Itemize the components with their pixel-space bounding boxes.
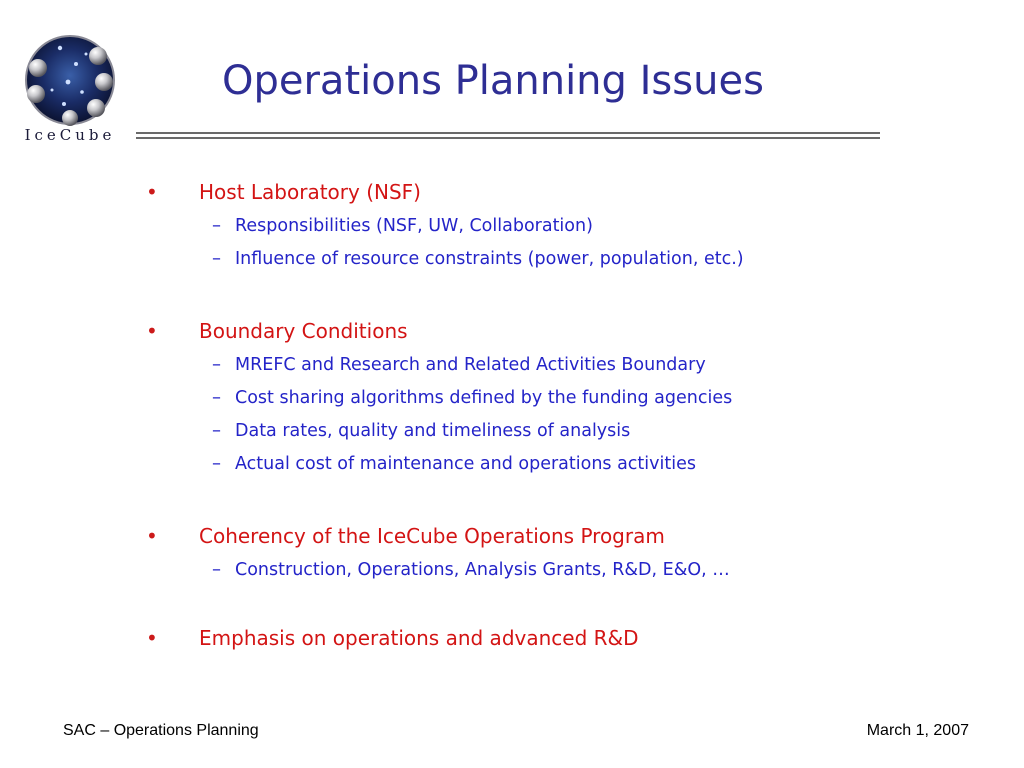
sub-bullet-text: Data rates, quality and timeliness of analysis	[235, 421, 631, 441]
bullet-marker: •	[146, 319, 158, 343]
footer-presentation-title: SAC – Operations Planning	[63, 722, 259, 739]
sub-bullet-marker: –	[212, 387, 221, 408]
sub-bullet-marker: –	[212, 453, 221, 474]
sub-bullet-marker: –	[212, 215, 221, 236]
sub-bullet-marker: –	[212, 248, 221, 269]
slide-title: Operations Planning Issues	[222, 58, 764, 104]
bullet-heading: Coherency of the IceCube Operations Program	[199, 524, 665, 548]
sub-bullet-text: Construction, Operations, Analysis Grants, R&D, E&O, …	[235, 560, 730, 580]
bullet-heading: Emphasis on operations and advanced R&D	[199, 626, 639, 650]
sub-bullet-text: Influence of resource constraints (power, population, etc.)	[235, 249, 744, 269]
sub-bullet-text: Actual cost of maintenance and operations activities	[235, 454, 696, 474]
bullet-marker: •	[146, 626, 158, 650]
sub-bullet-text: Cost sharing algorithms defined by the funding agencies	[235, 388, 733, 408]
sub-bullet-marker: –	[212, 354, 221, 375]
sub-bullet-marker: –	[212, 420, 221, 441]
bullet-marker: •	[146, 524, 158, 548]
logo-wordmark: IceCube	[24, 126, 116, 144]
sub-bullet-text: Responsibilities (NSF, UW, Collaboration)	[235, 216, 593, 236]
bullet-marker: •	[146, 180, 158, 204]
bullet-heading: Boundary Conditions	[199, 319, 408, 343]
sub-bullet-text: MREFC and Research and Related Activities Boundary	[235, 355, 706, 375]
sub-bullet-marker: –	[212, 559, 221, 580]
footer-date: March 1, 2007	[866, 722, 969, 739]
bullet-heading: Host Laboratory (NSF)	[199, 180, 421, 204]
